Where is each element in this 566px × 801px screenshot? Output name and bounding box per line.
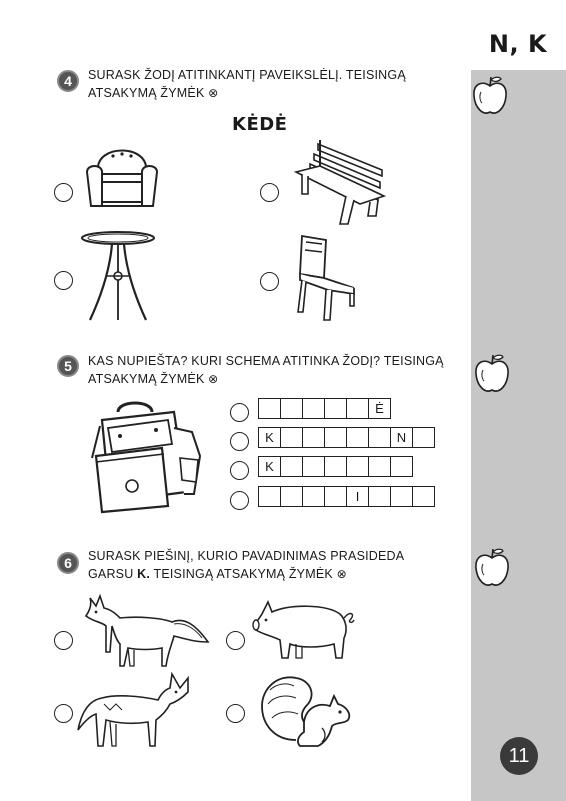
- page-number: 11: [500, 737, 538, 775]
- round-table-picture: [78, 228, 158, 324]
- letter-cell: [346, 427, 369, 448]
- question-text: [88, 352, 444, 388]
- squirrel-picture: [256, 670, 354, 750]
- fox-picture: [82, 592, 210, 670]
- apple-icon: [470, 74, 510, 118]
- letter-cell: [258, 398, 281, 419]
- letter-cell: [390, 486, 413, 507]
- answer-radio[interactable]: [54, 631, 73, 650]
- apple-icon: [472, 352, 512, 396]
- letter-cell: [324, 486, 347, 507]
- question-line: SURASK PIEŠINĮ, KURIO PAVADINIMAS PRASIDEDA: [88, 549, 405, 563]
- letter-cell: [302, 486, 325, 507]
- answer-radio[interactable]: [54, 271, 73, 290]
- letter-cell: I: [346, 486, 369, 507]
- answer-radio[interactable]: [260, 272, 279, 291]
- letter-cell: [302, 427, 325, 448]
- letter-cell: [368, 486, 391, 507]
- target-word: KĖDĖ: [232, 114, 288, 135]
- answer-radio[interactable]: [230, 432, 249, 451]
- answer-radio[interactable]: [54, 183, 73, 202]
- question-line: GARSU: [88, 567, 134, 581]
- apple-icon: [472, 546, 512, 590]
- armchair-picture: [82, 136, 162, 216]
- letter-cell: [324, 456, 347, 477]
- cross-circle-icon: ⊗: [208, 372, 219, 386]
- letter-cell: [280, 427, 303, 448]
- answer-radio[interactable]: [230, 461, 249, 480]
- letter-schema: [258, 427, 435, 448]
- letter-schema: [258, 456, 413, 477]
- letter-cell: [324, 398, 347, 419]
- letter-cell: [412, 427, 435, 448]
- letter-cell: [280, 456, 303, 477]
- page-letters-title: N, K: [488, 30, 548, 58]
- letter-cell: [324, 427, 347, 448]
- letter-cell: [346, 398, 369, 419]
- question-number: 6: [57, 552, 79, 574]
- question-text: [88, 66, 406, 102]
- bench-picture: [290, 130, 390, 228]
- answer-radio[interactable]: [230, 403, 249, 422]
- highlighted-letter: K.: [137, 567, 151, 581]
- answer-radio[interactable]: [226, 704, 245, 723]
- question-number: 5: [57, 355, 79, 377]
- letter-cell: [280, 398, 303, 419]
- answer-radio[interactable]: [226, 631, 245, 650]
- letter-cell: K: [258, 456, 281, 477]
- cross-circle-icon: ⊗: [336, 567, 347, 581]
- letter-cell: Ė: [368, 398, 391, 419]
- cross-circle-icon: ⊗: [208, 86, 219, 100]
- letter-cell: [390, 456, 413, 477]
- letter-schema: [258, 398, 391, 419]
- wolf-picture: [76, 670, 190, 750]
- answer-radio[interactable]: [54, 704, 73, 723]
- letter-cell: K: [258, 427, 281, 448]
- question-line: ATSAKYMĄ ŽYMĖK: [88, 372, 205, 386]
- backpack-picture: [88, 398, 208, 516]
- letter-cell: [346, 456, 369, 477]
- letter-cell: [368, 456, 391, 477]
- answer-radio[interactable]: [230, 491, 249, 510]
- letter-cell: [302, 456, 325, 477]
- letter-cell: [280, 486, 303, 507]
- pig-picture: [250, 596, 358, 662]
- chair-picture: [288, 232, 358, 322]
- question-line: SURASK ŽODĮ ATITINKANTĮ PAVEIKSLĖLĮ. TEISINGĄ: [88, 68, 406, 82]
- letter-cell: [302, 398, 325, 419]
- question-text: [88, 547, 404, 583]
- letter-schema: [258, 486, 435, 507]
- letter-cell: [368, 427, 391, 448]
- question-line: KAS NUPIEŠTA? KURI SCHEMA ATITINKA ŽODĮ? TEISINGĄ: [88, 354, 444, 368]
- question-number: 4: [57, 70, 79, 92]
- letter-cell: N: [390, 427, 413, 448]
- side-strip: [471, 70, 566, 801]
- question-line: TEISINGĄ ATSAKYMĄ ŽYMĖK: [153, 567, 333, 581]
- letter-cell: [412, 486, 435, 507]
- answer-radio[interactable]: [260, 183, 279, 202]
- letter-cell: [258, 486, 281, 507]
- question-line: ATSAKYMĄ ŽYMĖK: [88, 86, 205, 100]
